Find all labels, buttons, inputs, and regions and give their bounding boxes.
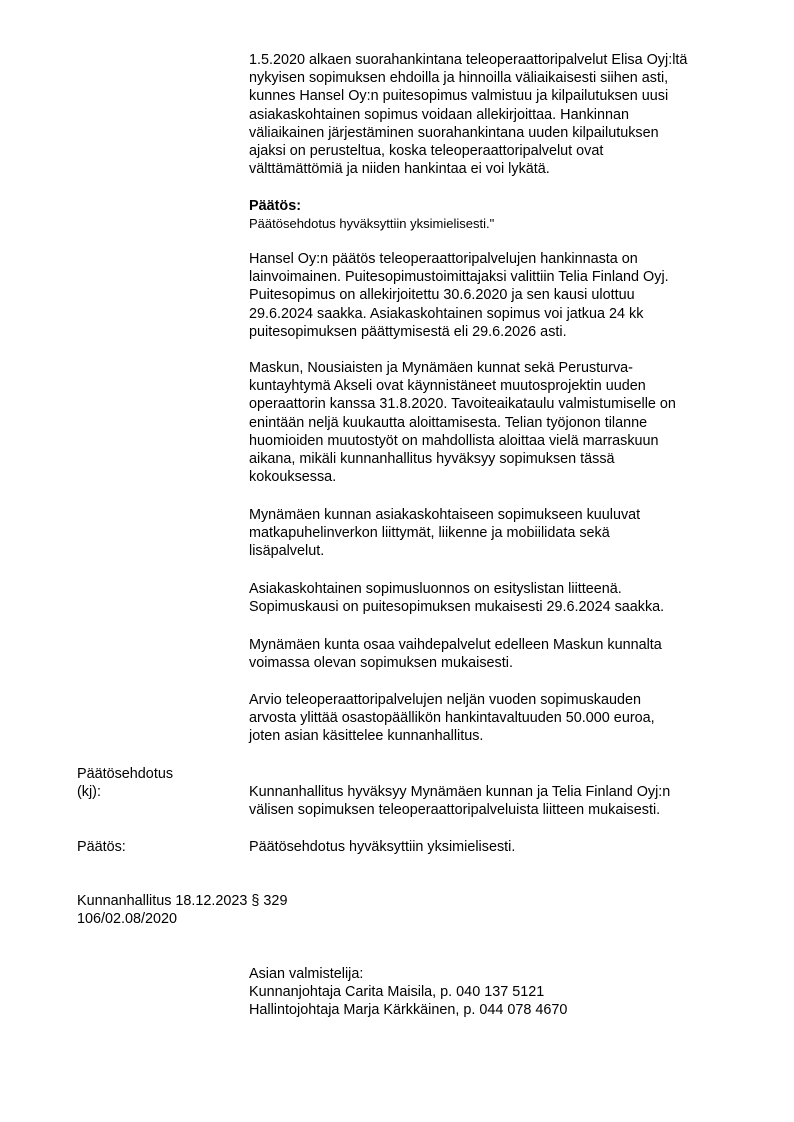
switchboard-line: voimassa olevan sopimuksen mukaisesti. [249, 655, 513, 672]
decision-label: Päätös: [77, 839, 126, 855]
intro-line: 1.5.2020 alkaen suorahankintana teleoperaattoripalvelut Elisa Oyj:ltä [249, 52, 688, 68]
estimate-line: Arvio teleoperaattoripalvelujen neljän vuoden sopimuskauden [249, 692, 642, 708]
switchboard-paragraph [249, 636, 749, 672]
intro-line: välttämättömiä ja niiden hankintaa ei voi lykätä. [249, 161, 550, 178]
mynamaki-line: lisäpalvelut. [249, 543, 325, 560]
masku-line: operaattorin kanssa 31.8.2020. Tavoiteaikataulu valmistumiselle on [249, 396, 676, 413]
intro-line: ajaksi on perusteltua, koska teleoperaattoripalvelut ovat [249, 143, 604, 160]
previous-decision-text: Päätösehdotus hyväksyttiin yksimielisesti." [249, 216, 495, 232]
proposal-text-line: välisen sopimuksen teleoperaattoripalveluista liitteen mukaisesti. [249, 802, 661, 819]
masku-line: Maskun, Nousiaisten ja Mynämäen kunnat sekä Perusturva- [249, 360, 633, 376]
intro-line: kunnes Hansel Oy:n puitesopimus valmistuu ja kilpailutuksen uusi [249, 88, 669, 105]
masku-line: kokouksessa. [249, 469, 337, 486]
proposal-label-line: (kj): [77, 784, 101, 801]
intro-paragraph [249, 51, 749, 178]
hansel-line: Hansel Oy:n päätös teleoperaattoripalvelujen hankinnasta on [249, 251, 638, 267]
mynamaki-line: matkapuhelinverkon liittymät, liikenne ja mobiilidata sekä [249, 525, 610, 542]
intro-line: väliaikainen järjestäminen suorahankintana uuden kilpailutuksen [249, 124, 659, 141]
masku-paragraph [249, 359, 749, 486]
proposal-text [249, 783, 749, 819]
hansel-line: 29.6.2024 saakka. Asiakaskohtainen sopimus voi jatkua 24 kk [249, 305, 644, 322]
proposal-label [77, 765, 173, 801]
estimate-line: arvosta ylittää osastopäällikön hankintavaltuuden 50.000 euroa, [249, 710, 655, 727]
masku-line: huomioiden muutostyöt on mahdollista aloittaa vielä marraskuun [249, 432, 659, 449]
mynamaki-line: Mynämäen kunnan asiakaskohtaiseen sopimukseen kuuluvat [249, 507, 641, 523]
preparer-block [249, 965, 749, 1020]
draft-paragraph [249, 580, 749, 616]
switchboard-line: Mynämäen kunta osaa vaihdepalvelut edelleen Maskun kunnalta [249, 637, 662, 653]
previous-decision-heading: Päätös: [249, 198, 301, 214]
decision-text-line: Päätösehdotus hyväksyttiin yksimielisesti. [249, 839, 516, 855]
draft-line: Asiakaskohtainen sopimusluonnos on esityslistan liitteenä. [249, 581, 622, 597]
hansel-paragraph [249, 250, 749, 341]
intro-line: nykyisen sopimuksen ehdoilla ja hinnoilla väliaikaisesti siihen asti, [249, 70, 669, 87]
masku-line: aikana, mikäli kunnanhallitus hyväksyy sopimuksen tässä [249, 451, 615, 468]
preparer-line: Kunnanjohtaja Carita Maisila, p. 040 137 5121 [249, 984, 545, 1001]
case-number: 106/02.08/2020 [77, 911, 178, 928]
previous-decision [249, 197, 749, 233]
draft-line: Sopimuskausi on puitesopimuksen mukaisesti 29.6.2024 saakka. [249, 599, 665, 616]
proposal-label-line: Päätösehdotus [77, 766, 174, 782]
hansel-line: lainvoimainen. Puitesopimustoimittajaksi valittiin Telia Finland Oyj. [249, 269, 669, 286]
intro-line: asiakaskohtainen sopimus voidaan allekirjoittaa. Hankinnan [249, 106, 629, 123]
preparer-heading: Asian valmistelija: [249, 966, 364, 982]
hansel-line: Puitesopimus on allekirjoitettu 30.6.2020 ja sen kausi ulottuu [249, 287, 635, 304]
preparer-line: Hallintojohtaja Marja Kärkkäinen, p. 044 078 4670 [249, 1002, 568, 1019]
masku-line: enintään neljä kuukautta aloittamisesta. Telian työjonon tilanne [249, 414, 648, 431]
estimate-paragraph [249, 691, 749, 746]
meeting-reference [77, 892, 287, 928]
mynamaki-paragraph [249, 506, 749, 561]
hansel-line: puitesopimuksen päättymisestä eli 29.6.2026 asti. [249, 323, 567, 340]
proposal-text-line: Kunnanhallitus hyväksyy Mynämäen kunnan ja Telia Finland Oyj:n [249, 784, 671, 800]
masku-line: kuntayhtymä Akseli ovat käynnistäneet muutosprojektin uuden [249, 378, 646, 395]
meeting-line: Kunnanhallitus 18.12.2023 § 329 [77, 893, 288, 909]
estimate-line: joten asian käsittelee kunnanhallitus. [249, 728, 484, 745]
decision-text [249, 838, 749, 856]
